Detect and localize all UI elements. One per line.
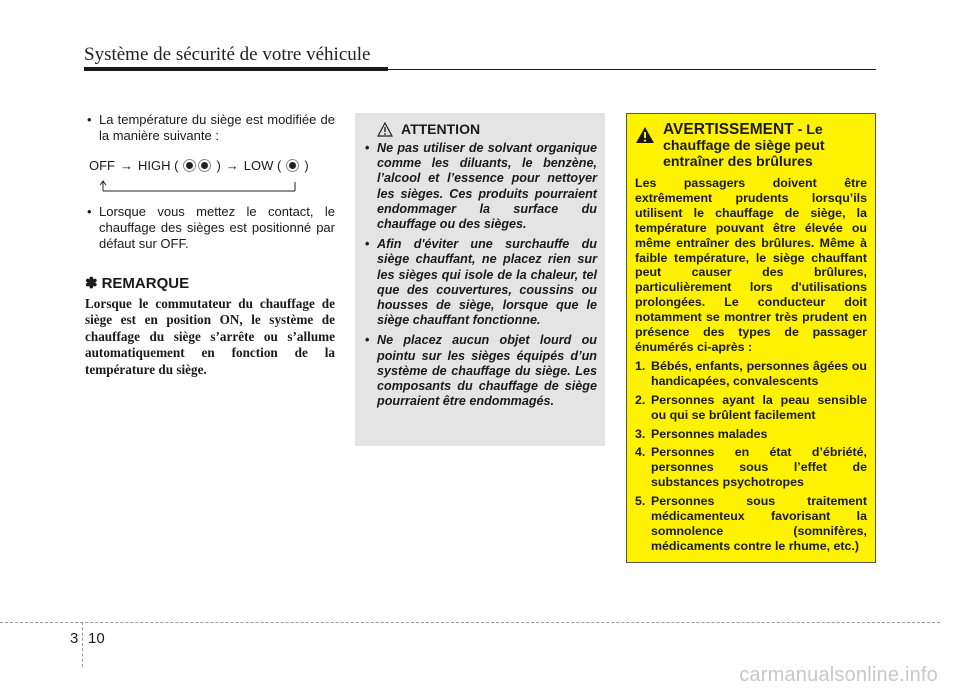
warning-item-text: Personnes en état d’ébriété, personnes sous l’effet de substances psychotropes: [651, 445, 867, 490]
remark-body: Lorsque le commutateur du chauffage de siège est en position ON, le système de chauffage du siège s’arrête ou s’allume automatiquement en fonction de la température du siège.: [85, 296, 335, 377]
warning-intro: Les passagers doivent être extrêmement prudents lorsqu’ils utilisent le chauffage de siège, la température pouvant être élevée ou même entraîner des brûlures. Même à faible température, le siège chauffant peut causer des brûlures, particulièrement lors d'utilisations prolongées. Le conducteur doit notamment se montrer très prudent en présence des types de passager énumérés ci-après :: [635, 176, 867, 354]
footer-vertical-divider: [82, 622, 83, 667]
warning-list-item: [635, 393, 867, 423]
remark-star-icon: ✽: [85, 275, 98, 292]
return-arrow-icon: [99, 180, 299, 192]
attention-item: • Ne pas utiliser de solvant organique comme les diluants, le benzène, l’alcool et l’essence pour nettoyer les sièges. Ces produits pourraient endommager la surface du chauffage ou des sièges.: [365, 141, 597, 232]
footer-divider: [0, 622, 940, 623]
seq-high-close: ): [216, 158, 221, 173]
warning-item-number: 4.: [635, 445, 646, 460]
attention-heading: [377, 121, 597, 137]
bullet-default-off: • Lorsque vous mettez le contact, le chauffage des sièges est positionné par défaut sur OFF.: [85, 204, 335, 252]
attention-title: ATTENTION: [401, 121, 481, 137]
watermark: carmanualsonline.info: [739, 664, 938, 686]
seq-low-open: LOW (: [243, 158, 282, 173]
warning-title-main: AVERTISSEMENT: [663, 121, 794, 138]
low-heat-icon: [286, 162, 299, 169]
attention-item: • Afin d'éviter une surchauffe du siège chauffant, ne placez rien sur les sièges qui isole de la chaleur, tel que des couvertures, coussins ou housses de siège, lorsque que le siège chauffant fonctionne.: [365, 237, 597, 328]
warning-item-number: 3.: [635, 426, 646, 441]
seq-high-open: HIGH (: [138, 158, 179, 173]
header-rule-thin: [84, 69, 876, 70]
warning-title: [663, 122, 867, 170]
warning-item-text: Personnes malades: [651, 426, 768, 441]
warning-item-number: 5.: [635, 494, 646, 509]
left-column: [85, 112, 335, 378]
seq-arrow-1: →: [120, 158, 133, 173]
page-header-title: Système de sécurité de votre véhicule: [84, 44, 371, 65]
attention-item: • Ne placez aucun objet lourd ou pointu sur les sièges équipés d’un système de chauffage du siège. Les composants du chauffage de siège pourraient être endommagés.: [365, 333, 597, 409]
attention-list: [365, 141, 597, 409]
warning-box: [626, 113, 876, 563]
warning-item-number: 1.: [635, 358, 646, 373]
warning-item-text: Personnes sous traitement médicamenteux favorisant la somnolence (somnifères, médicaments contre le rhume, etc.): [651, 494, 867, 553]
caution-triangle-icon: [377, 122, 393, 137]
footer-chapter-number: 3: [70, 630, 79, 647]
warning-list-item: [635, 494, 867, 554]
warning-item-text: Bébés, enfants, personnes âgées ou handicapées, convalescents: [651, 358, 867, 388]
seq-arrow-2: →: [225, 158, 239, 173]
remark-heading: [85, 274, 335, 292]
warning-list-item: [635, 427, 867, 442]
warning-list-item: [635, 359, 867, 389]
warning-title-rest: - Le chauffage de siège peut entraîner des brûlures: [663, 122, 825, 170]
warning-heading: [635, 122, 867, 170]
seq-low-close: ): [304, 158, 309, 173]
warning-list-item: [635, 445, 867, 490]
heat-sequence: [89, 158, 335, 192]
seq-off-label: OFF: [89, 158, 115, 173]
warning-item-text: Personnes ayant la peau sensible ou qui se brûlent facilement: [651, 392, 867, 422]
bullet-temperature-change: • La température du siège est modifiée de la manière suivante :: [85, 112, 335, 144]
high-heat-icon: [183, 162, 211, 169]
warning-list: [635, 359, 867, 554]
warning-item-number: 2.: [635, 392, 646, 407]
warning-triangle-icon: [635, 126, 655, 144]
footer-page-number: 10: [88, 630, 105, 647]
remark-title: REMARQUE: [101, 274, 190, 292]
attention-box: [355, 113, 605, 446]
